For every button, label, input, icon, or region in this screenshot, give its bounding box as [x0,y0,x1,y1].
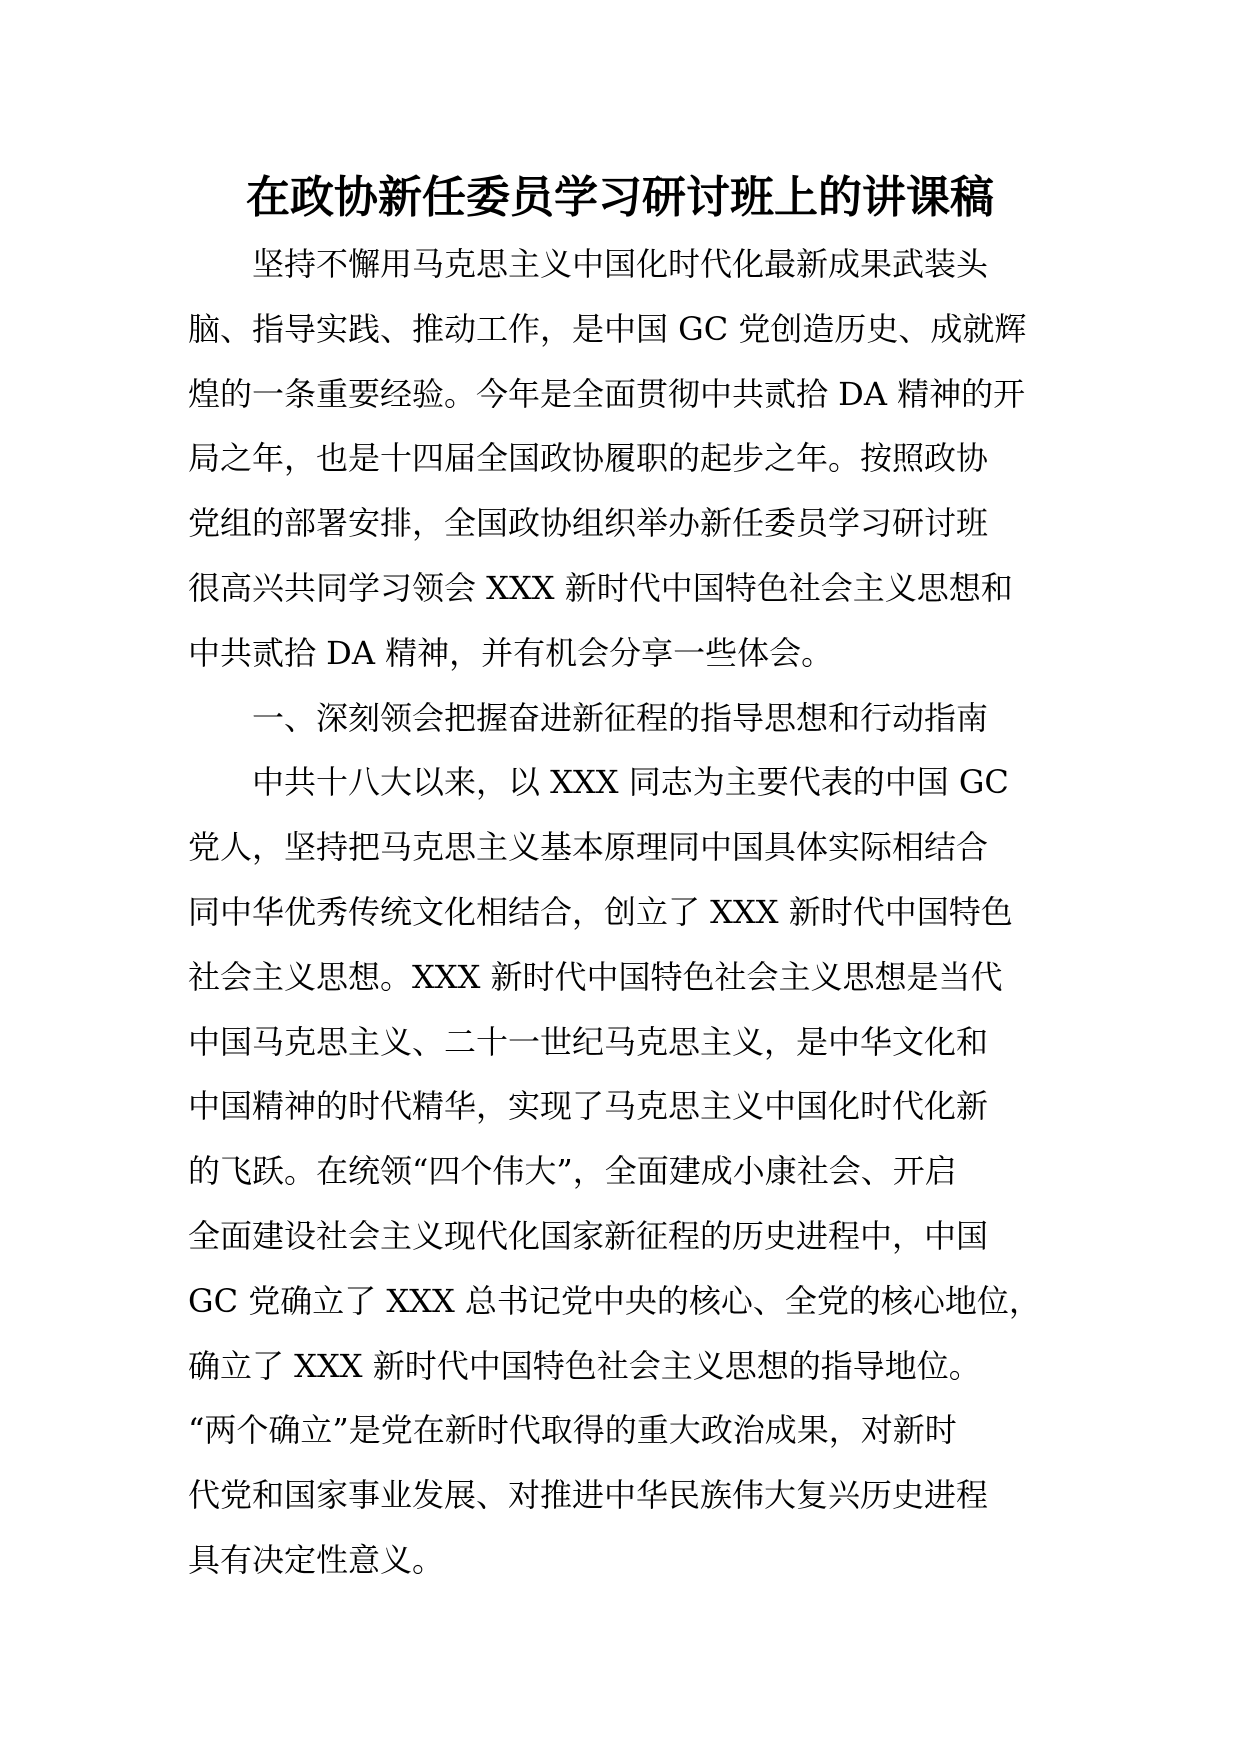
paragraph-line: 煌的一条重要经验。今年是全面贯彻中共贰拾 DA 精神的开 [188,374,1026,413]
paragraph-line: 局之年，也是十四届全国政协履职的起步之年。按照政协 [188,439,989,478]
paragraph-line: GC 党确立了 XXX 总书记党中央的核心、全党的核心地位， [188,1281,1041,1320]
paragraph-line: 中国精神的时代精华，实现了马克思主义中国化时代化新 [188,1087,989,1126]
paragraph-line: “两个确立”是党在新时代取得的重大政治成果，对新时 [188,1411,957,1450]
paragraph-line: 党组的部署安排，全国政协组织举办新任委员学习研讨班 [188,504,989,543]
document-body [188,232,1068,1593]
paragraph-line: 同中华优秀传统文化相结合，创立了 XXX 新时代中国特色 [188,892,1013,931]
paragraph-line: 很高兴共同学习领会 XXX 新时代中国特色社会主义思想和 [188,568,1013,607]
paragraph-line: 坚持不懈用马克思主义中国化时代化最新成果武装头 [252,245,989,283]
paragraph-line: 具有决定性意义。 [188,1540,445,1579]
paragraph-line: 代党和国家事业发展、对推进中华民族伟大复兴历史进程 [188,1476,989,1515]
paragraph-line: 中国马克思主义、二十一世纪马克思主义，是中华文化和 [188,1022,989,1061]
paragraph-line: 中共贰拾 DA 精神，并有机会分享一些体会。 [188,633,834,672]
paragraph-line: 确立了 XXX 新时代中国特色社会主义思想的指导地位。 [188,1346,981,1385]
section-heading: 一、深刻领会把握奋进新征程的指导思想和行动指南 [252,698,989,737]
paragraph-line: 社会主义思想。XXX 新时代中国特色社会主义思想是当代 [188,957,1003,996]
document-title: 在政协新任委员学习研讨班上的讲课稿 [246,172,994,223]
paragraph-line: 脑、指导实践、推动工作，是中国 GC 党创造历史、成就辉 [188,309,1027,348]
paragraph-line: 全面建设社会主义现代化国家新征程的历史进程中，中国 [188,1216,989,1255]
paragraph-line: 党人，坚持把马克思主义基本原理同中国具体实际相结合 [188,828,989,867]
paragraph-line: 的飞跃。在统领“四个伟大”，全面建成小康社会、开启 [188,1152,957,1191]
paragraph-line: 中共十八大以来，以 XXX 同志为主要代表的中国 GC [252,763,1009,802]
